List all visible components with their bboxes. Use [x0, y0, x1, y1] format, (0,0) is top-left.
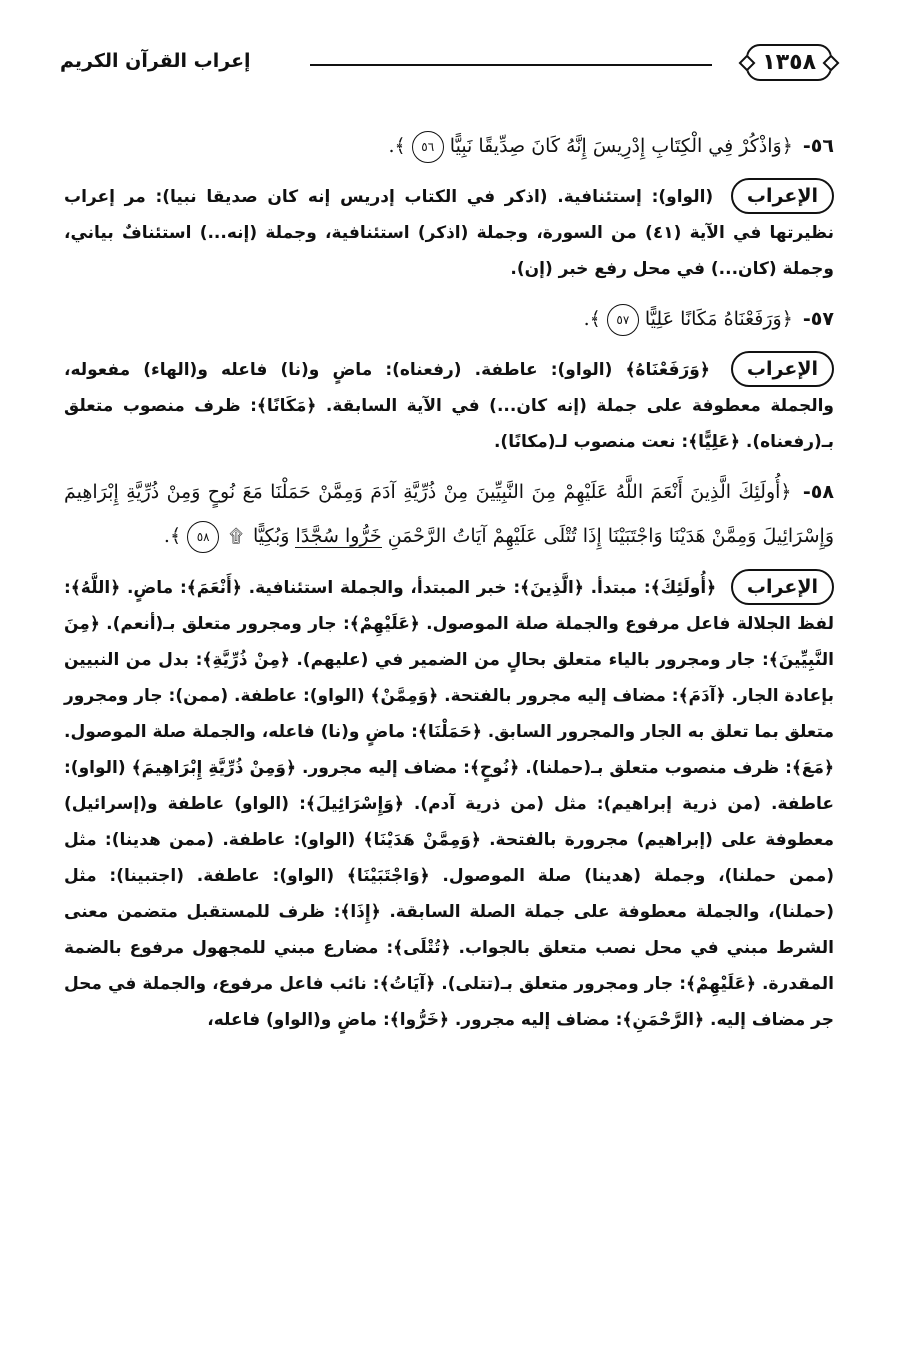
verse-57	[64, 297, 834, 341]
irab-paragraph	[64, 351, 834, 460]
page-content	[64, 118, 834, 1048]
irab-paragraph	[64, 569, 834, 1038]
ayah-end-marker: ٥٧	[607, 304, 639, 336]
verse-number: ٥٦-	[802, 135, 834, 157]
irab-paragraph	[64, 178, 834, 287]
sajda-icon: ۩	[229, 526, 243, 547]
irab-text: ﴿وَرَفَعْنَاهُ﴾ (الواو): عاطفة. (رفعناه): ماضٍ و(نا) فاعله و(الهاء) مفعوله، والجملة معطوفة على جملة (إنه كان...) في الآية السابقة. ﴿مَكَانًا﴾: ظرف منصوب متعلق بـ(رفعناه). ﴿عَلِيًّا﴾: نعت منصوب لـ(مكانًا).	[64, 360, 834, 452]
irab-text: (الواو): إستئنافية. (اذكر في الكتاب إدريس إنه كان صديقا نبيا): مر إعراب نظيرتها في الآية (٤١) من السورة، وجملة (اذكر) استئنافية، وجملة (إنه...) استئنافٌ بياني، وجملة (كان...) في محل رفع خبر (إن).	[64, 187, 834, 279]
page-number: ١٣٥٨	[746, 44, 832, 81]
irab-label: الإعراب	[731, 569, 834, 605]
verse-58	[64, 470, 834, 559]
ayah-end-marker: ٥٦	[412, 131, 444, 163]
verse-number: ٥٧-	[802, 308, 834, 330]
verse-number: ٥٨-	[802, 481, 834, 503]
verse-tail: وَبُكِيًّا	[252, 525, 290, 547]
irab-label: الإعراب	[731, 351, 834, 387]
header-rule	[310, 64, 712, 66]
irab-label: الإعراب	[731, 178, 834, 214]
verse-text: ﴿وَرَفَعْنَاهُ مَكَانًا عَلِيًّا	[644, 308, 793, 330]
verse-text: ﴿أُولَئِكَ الَّذِينَ أَنْعَمَ اللَّهُ عَلَيْهِمْ مِنَ النَّبِيِّينَ مِنْ ذُرِّيَّةِ آدَمَ وَمِمَّنْ حَمَلْنَا مَعَ نُوحٍ وَمِنْ ذُرِّيَّةِ إِبْرَاهِيمَ وَإِسْرَائِيلَ وَمِمَّنْ هَدَيْنَا وَاجْتَبَيْنَا إِذَا تُتْلَى عَلَيْهِمْ آيَاتُ الرَّحْمَنِ	[64, 481, 834, 547]
irab-text: ﴿أُولَئِكَ﴾: مبتدأ. ﴿الَّذِينَ﴾: خبر المبتدأ، والجملة استئنافية. ﴿أَنْعَمَ﴾: ماضٍ. ﴿اللَّهُ﴾: لفظ الجلالة فاعل مرفوع والجملة صلة الموصول. ﴿عَلَيْهِمْ﴾: جار ومجرور متعلق بـ(أنعم). ﴿مِنَ النَّبِيِّينَ﴾: جار ومجرور بالياء متعلق بحالٍ من الضمير في (عليهم). ﴿مِنْ ذُرِّيَّةِ﴾: بدل من النبيين بإعادة الجار. ﴿آدَمَ﴾: مضاف إليه مجرور بالفتحة. ﴿وَمِمَّنْ﴾ (الواو): عاطفة. (ممن): جار ومجرور متعلق بما تعلق به الجار والمجرور السابق. ﴿حَمَلْنَا﴾: ماضٍ و(نا) فاعله، والجملة صلة الموصول. ﴿مَعَ﴾: ظرف منصوب متعلق بـ(حملنا). ﴿نُوحٍ﴾: مضاف إليه مجرور. ﴿وَمِنْ ذُرِّيَّةِ إِبْرَاهِيمَ﴾ (الواو): عاطفة. (من ذرية إبراهيم): مثل (من ذرية آدم). ﴿وَإِسْرَائِيلَ﴾: (الواو) عاطفة و(إسرائيل) معطوفة على (إبراهيم) مجرورة بالفتحة. ﴿وَمِمَّنْ هَدَيْنَا﴾ (الواو): عاطفة. (ممن هدينا): مثل (ممن حملنا)، وجملة (هدينا) صلة الموصول. ﴿وَاجْتَبَيْنَا﴾ (الواو): عاطفة. (اجتبينا): مثل (حملنا)، والجملة معطوفة على جملة الصلة السابقة. ﴿إِذَا﴾: ظرف للمستقبل متضمن معنى الشرط مبني في محل نصب متعلق بالجواب. ﴿تُتْلَى﴾: مضارع مبني للمجهول مرفوع بالضمة المقدرة. ﴿عَلَيْهِمْ﴾: جار ومجرور متعلق بـ(تتلى). ﴿آيَاتُ﴾: نائب فاعل مرفوع، والجملة في محل جر مضاف إليه. ﴿الرَّحْمَنِ﴾: مضاف إليه مجرور. ﴿خَرُّوا﴾: ماضٍ و(الواو) فاعله،	[64, 578, 834, 1030]
verse-56	[64, 124, 834, 168]
book-title: إعراب القرآن الكريم	[60, 50, 251, 72]
verse-close: ﴾.	[388, 135, 406, 157]
ayah-end-marker: ٥٨	[187, 521, 219, 553]
verse-text: ﴿وَاذْكُرْ فِي الْكِتَابِ إِدْرِيسَ إِنَّهُ كَانَ صِدِّيقًا نَبِيًّا	[449, 135, 793, 157]
page-header	[60, 44, 832, 104]
verse-close: ﴾.	[583, 308, 601, 330]
verse-underlined-words: خَرُّوا سُجَّدًا	[295, 525, 382, 547]
verse-close: ﴾.	[163, 525, 182, 547]
